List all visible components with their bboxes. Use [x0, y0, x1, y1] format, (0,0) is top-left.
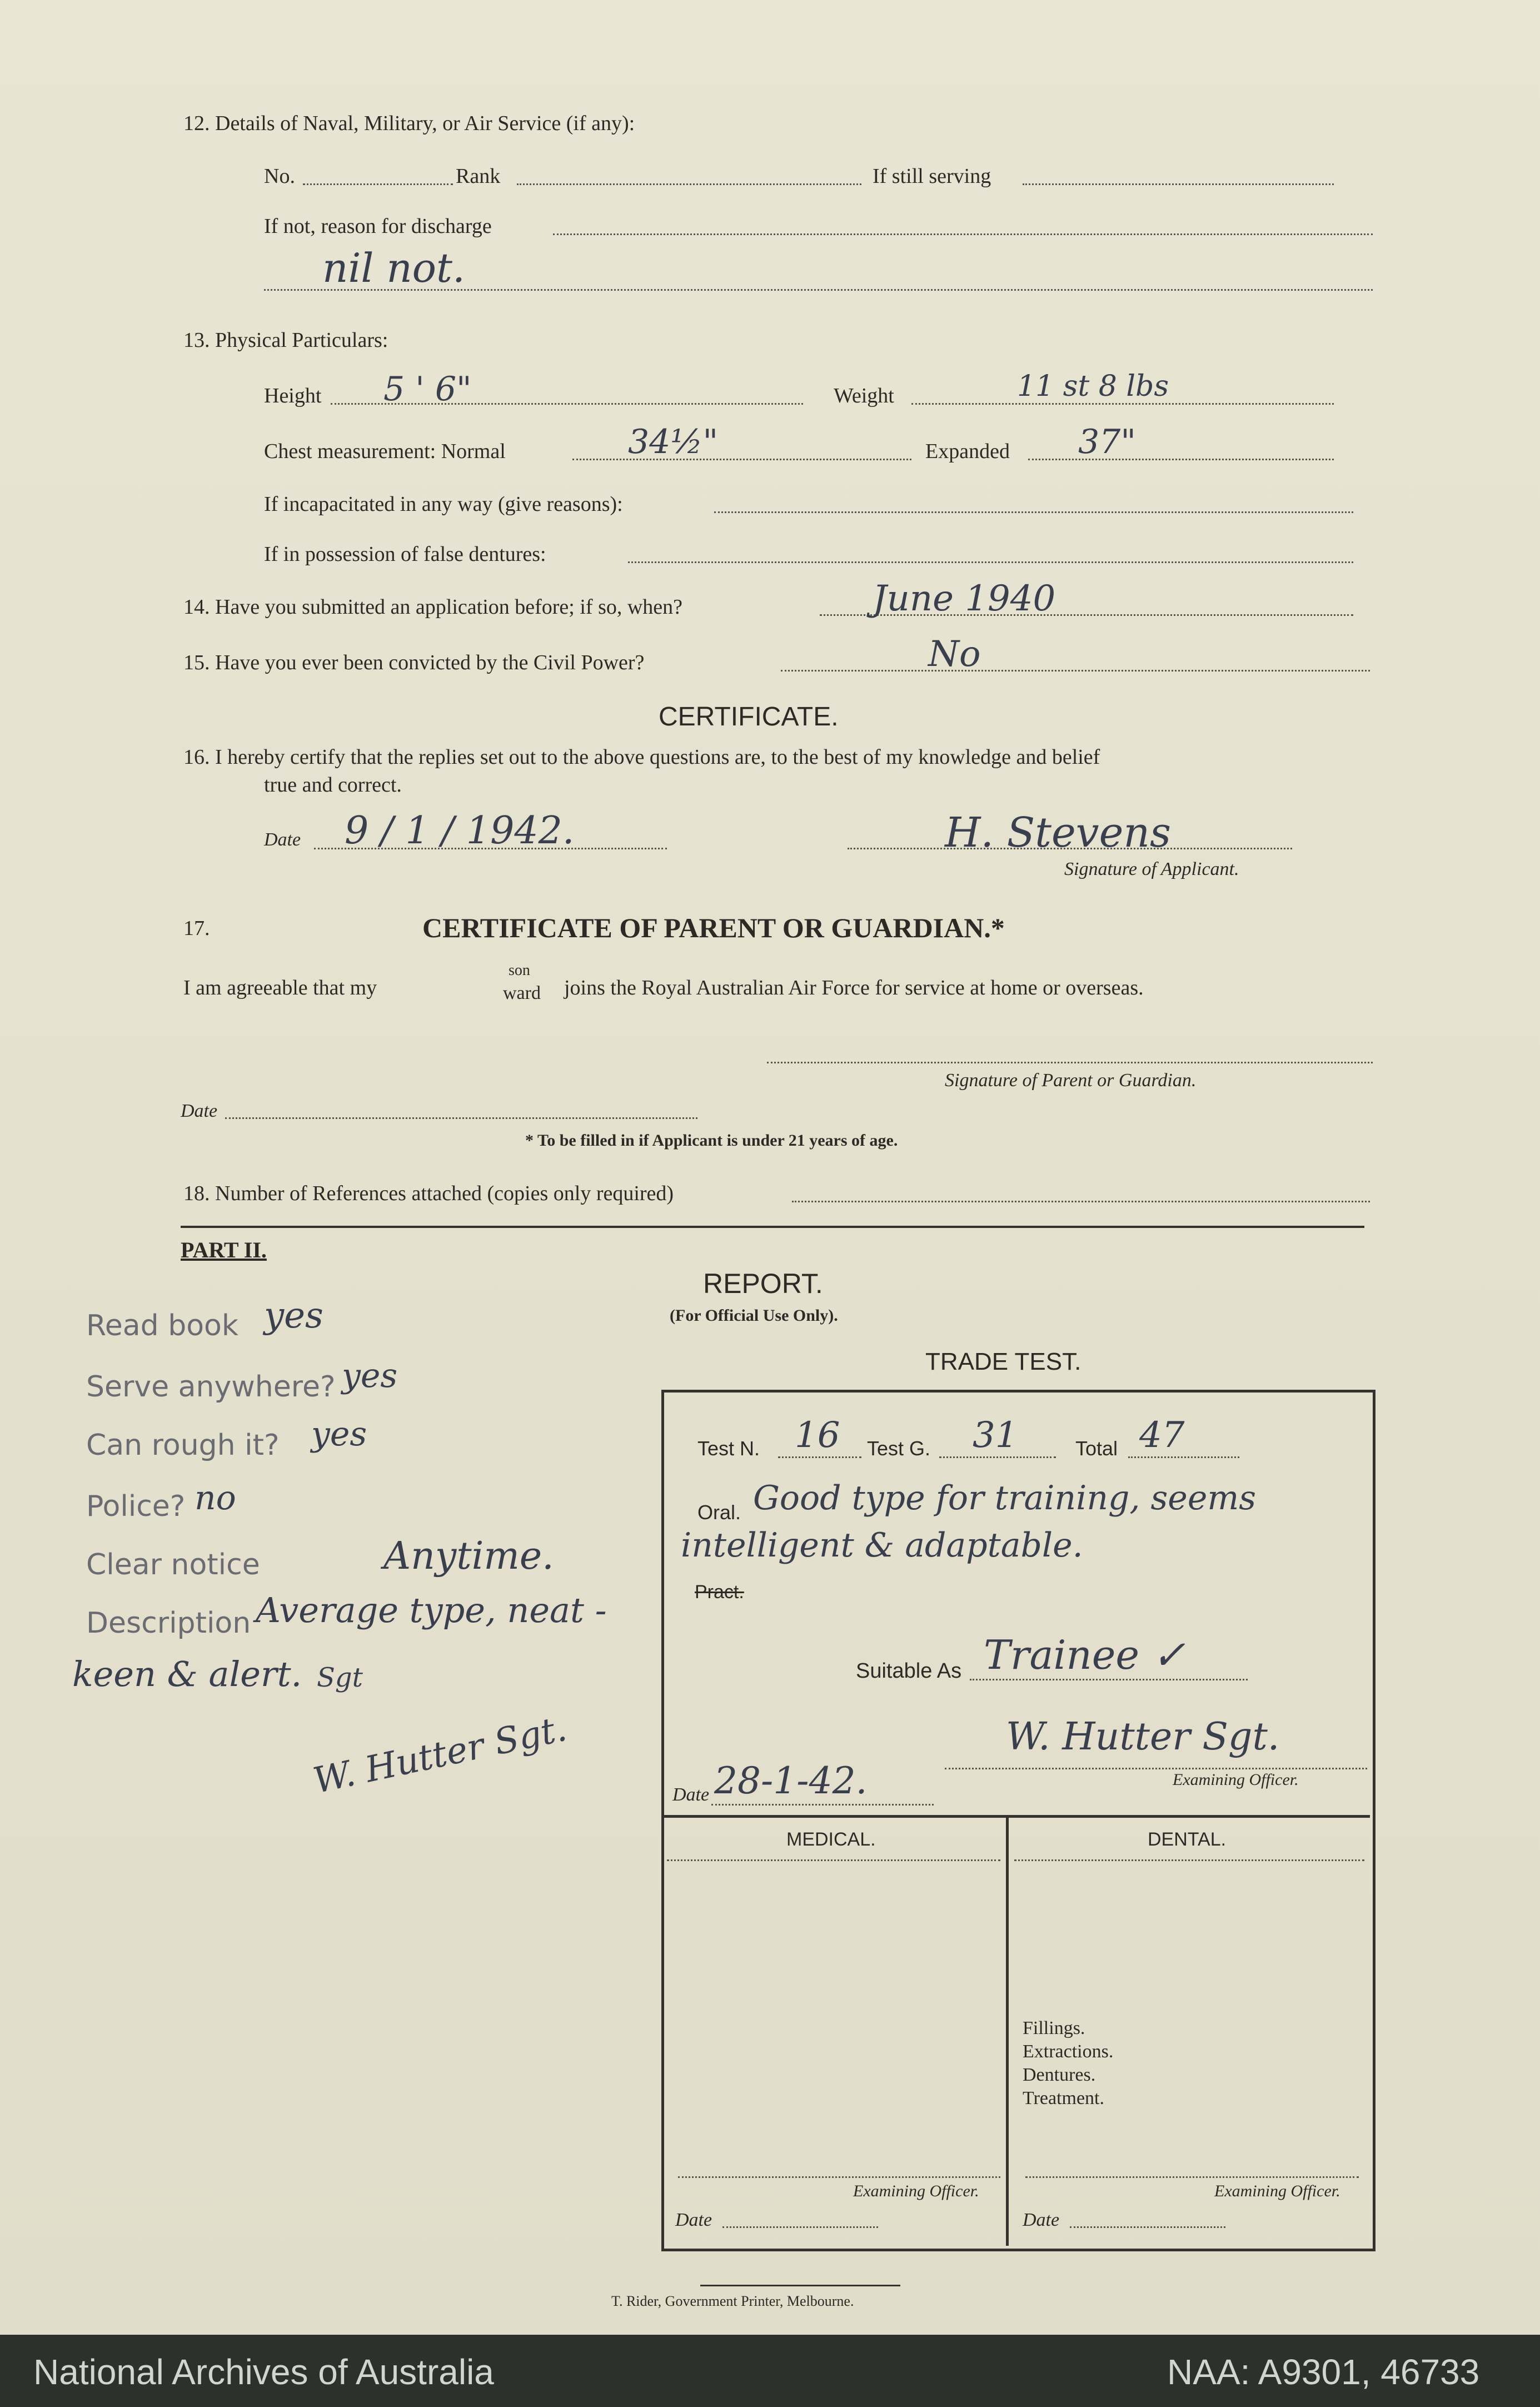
expanded-value: 37": [1078, 422, 1136, 461]
guardian-opt-son: son: [509, 962, 530, 979]
q18-label: 18. Number of References attached (copies only required): [183, 1182, 674, 1205]
pract-label: Pract.: [695, 1582, 744, 1603]
q13-label: 13. Physical Particulars:: [183, 329, 388, 352]
note-description: Description: [86, 1607, 251, 1640]
height-value: 5 ' 6": [383, 370, 472, 409]
suitable-label: Suitable As: [856, 1659, 962, 1683]
part2-rule: [181, 1226, 1364, 1228]
printer-rule: [700, 2285, 900, 2286]
test-g-value: 31: [973, 1415, 1018, 1456]
dental-item-3: Treatment.: [1023, 2088, 1105, 2108]
total-label: Total: [1075, 1437, 1118, 1460]
oral-value-2: intelligent & adaptable.: [681, 1526, 1083, 1565]
dentures-label: If in possession of false dentures:: [264, 543, 546, 566]
guardian-date-label: Date: [181, 1101, 218, 1121]
note-serve-anywhere: Serve anywhere?: [86, 1370, 336, 1404]
weight-value: 11 st 8 lbs: [1017, 370, 1169, 403]
q12-serving-line: [1023, 183, 1334, 185]
medical-examining-label: Examining Officer.: [853, 2182, 979, 2200]
dental-item-0: Fillings.: [1023, 2018, 1085, 2038]
q12-no-line: [303, 183, 453, 185]
q12-rank-line: [517, 183, 861, 185]
q15-line: [781, 670, 1370, 672]
note-read-book-ans: yes: [264, 1295, 323, 1336]
q12-discharge-label: If not, reason for discharge: [264, 215, 492, 238]
archive-reference: NAA: A9301, 46733: [1167, 2352, 1480, 2392]
dental-signature-line: [1025, 2176, 1359, 2178]
medical-title: MEDICAL.: [786, 1829, 876, 1850]
note-signature: W. Hutter Sgt.: [310, 1708, 571, 1802]
chest-value: 34½": [628, 422, 719, 461]
guardian-opt-ward: ward: [503, 983, 541, 1003]
report-box: [661, 1390, 1375, 2251]
q12-discharge-line: [553, 233, 1373, 235]
q12-answer-line: [264, 289, 1373, 291]
dental-item-1: Extractions.: [1023, 2041, 1114, 2062]
medical-date-label: Date: [675, 2210, 712, 2230]
trade-examining-label: Examining Officer.: [1173, 1771, 1299, 1789]
expanded-label: Expanded: [925, 440, 1010, 463]
guardian-note: * To be filled in if Applicant is under 21 years of age.: [525, 1131, 898, 1150]
guardian-title: CERTIFICATE OF PARENT OR GUARDIAN.*: [422, 912, 1005, 943]
medical-dental-divider: [1006, 1815, 1009, 2246]
q12-answer: nil not.: [322, 245, 465, 291]
test-g-line: [939, 1456, 1056, 1458]
q12-no-label: No.: [264, 165, 295, 188]
printer-credit: T. Rider, Government Printer, Melbourne.: [611, 2293, 854, 2309]
test-n-line: [778, 1456, 861, 1458]
note-initials: Sgt: [317, 1662, 363, 1693]
note-clear-notice: Clear notice: [86, 1548, 260, 1582]
note-description-ans2: keen & alert.: [72, 1654, 302, 1694]
chest-label: Chest measurement: Normal: [264, 440, 506, 463]
medical-date-line: [722, 2226, 878, 2228]
archive-name: National Archives of Australia: [33, 2352, 494, 2392]
guardian-text-before: I am agreeable that my: [183, 976, 377, 999]
dentures-line: [628, 561, 1353, 563]
note-read-book: Read book: [86, 1309, 238, 1342]
medical-divider: [664, 1815, 1370, 1818]
oral-value-1: Good type for training, seems: [753, 1479, 1257, 1518]
guardian-signature-label: Signature of Parent or Guardian.: [945, 1070, 1197, 1091]
test-g-label: Test G.: [867, 1437, 931, 1460]
part2-label: PART II.: [181, 1237, 267, 1262]
cert-signature-value: H. Stevens: [945, 809, 1172, 857]
chest-line: [572, 459, 911, 460]
trade-signature-value: W. Hutter Sgt.: [1006, 1715, 1280, 1759]
q15-label: 15. Have you ever been convicted by the Civil Power?: [183, 651, 645, 674]
dental-title-rule: [1014, 1859, 1364, 1861]
q14-value: June 1940: [873, 578, 1056, 619]
total-value: 47: [1139, 1415, 1185, 1456]
medical-title-rule: [667, 1859, 1000, 1861]
trade-date-value: 28-1-42.: [714, 1759, 868, 1802]
note-police: Police?: [86, 1490, 186, 1523]
trade-date-label: Date: [672, 1784, 710, 1805]
guardian-signature-line: [767, 1062, 1373, 1063]
cert-date-label: Date: [264, 829, 301, 850]
total-line: [1128, 1456, 1239, 1458]
q12-serving-label: If still serving: [873, 165, 991, 188]
weight-line: [911, 403, 1334, 405]
note-can-rough: Can rough it?: [86, 1429, 280, 1462]
q16-line2: true and correct.: [264, 773, 402, 797]
incapacitated-line: [714, 511, 1353, 513]
dental-examining-label: Examining Officer.: [1214, 2182, 1340, 2200]
report-sub: (For Official Use Only).: [670, 1306, 838, 1325]
trade-test-title: TRADE TEST.: [925, 1348, 1082, 1375]
certificate-title: CERTIFICATE.: [659, 702, 839, 732]
dental-date-label: Date: [1023, 2210, 1060, 2230]
oral-label: Oral.: [697, 1501, 741, 1524]
guardian-text-after: joins the Royal Australian Air Force for service at home or overseas.: [564, 976, 1144, 999]
height-label: Height: [264, 384, 322, 407]
q14-label: 14. Have you submitted an application before; if so, when?: [183, 595, 683, 619]
q16-line1: 16. I hereby certify that the replies set out to the above questions are, to the best of my knowledge and belief: [183, 745, 1100, 769]
suitable-line: [970, 1679, 1248, 1680]
note-description-ans: Average type, neat -: [256, 1590, 607, 1630]
incapacitated-label: If incapacitated in any way (give reasons):: [264, 493, 623, 516]
weight-label: Weight: [834, 384, 894, 407]
guardian-date-line: [225, 1117, 697, 1119]
trade-signature-line: [945, 1768, 1367, 1769]
test-n-label: Test N.: [697, 1437, 760, 1460]
test-n-value: 16: [795, 1415, 840, 1456]
dental-title: DENTAL.: [1148, 1829, 1227, 1850]
archive-footer: [0, 2335, 1540, 2407]
note-can-rough-ans: yes: [311, 1415, 367, 1454]
medical-signature-line: [678, 2176, 1000, 2178]
report-title: REPORT.: [703, 1268, 823, 1299]
q12-rank-label: Rank: [456, 165, 501, 188]
q18-line: [792, 1201, 1370, 1202]
q12-label: 12. Details of Naval, Military, or Air Service (if any):: [183, 112, 635, 135]
dental-date-line: [1070, 2226, 1225, 2228]
dental-item-2: Dentures.: [1023, 2065, 1096, 2085]
cert-signature-label: Signature of Applicant.: [1064, 859, 1239, 879]
q15-value: No: [928, 634, 981, 675]
cert-date-value: 9 / 1 / 1942.: [345, 809, 575, 853]
note-police-ans: no: [195, 1479, 236, 1518]
trade-date-line: [711, 1804, 934, 1806]
note-clear-notice-ans: Anytime.: [383, 1534, 554, 1578]
suitable-value: Trainee ✓: [984, 1632, 1186, 1678]
expanded-line: [1028, 459, 1334, 460]
note-serve-anywhere-ans: yes: [342, 1356, 398, 1395]
guardian-number: 17.: [183, 917, 210, 940]
